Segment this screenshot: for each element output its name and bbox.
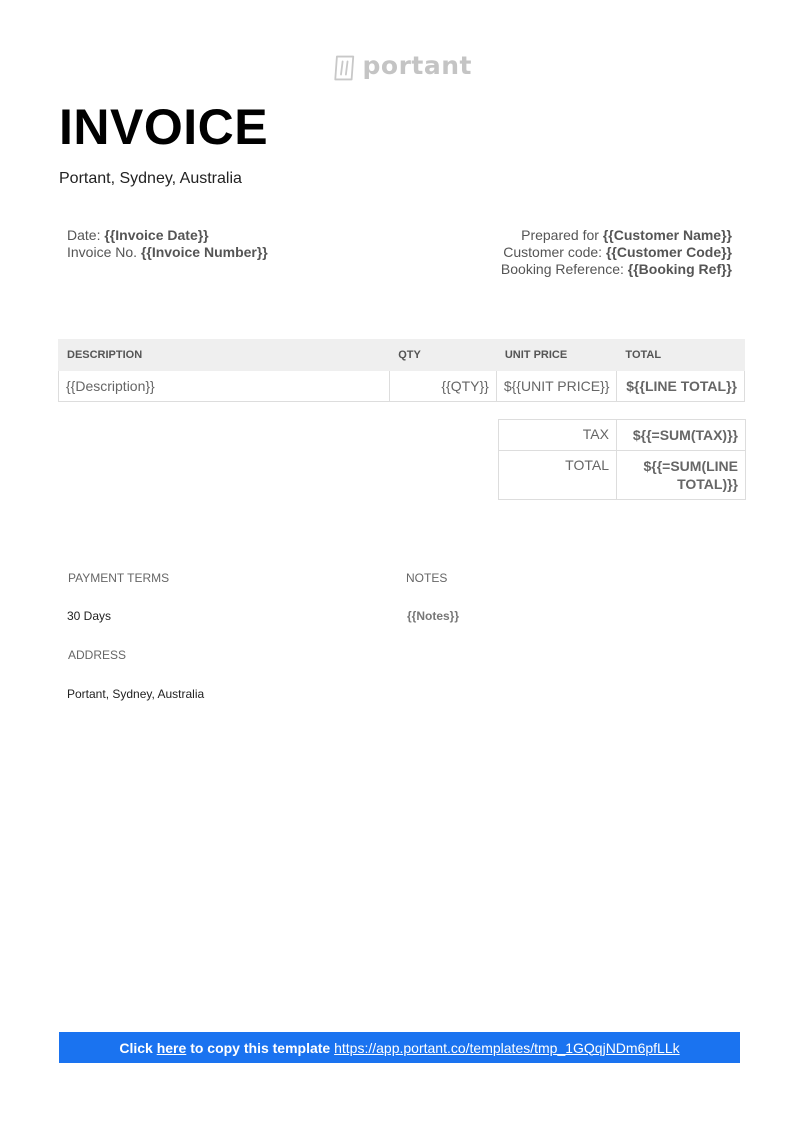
prepared-for-value: {{Customer Name}}	[602, 227, 732, 243]
customer-code-row	[501, 244, 732, 261]
invoice-number-row	[67, 244, 268, 261]
address-value: Portant, Sydney, Australia	[67, 687, 205, 701]
column-header-description: DESCRIPTION	[59, 340, 390, 371]
customer-code-value: {{Customer Code}}	[605, 244, 732, 260]
cell-qty: {{QTY}}	[390, 371, 497, 402]
column-header-unit-price: UNIT PRICE	[496, 340, 617, 371]
total-value-line1: ${{=SUM(LINE	[643, 458, 738, 474]
tax-row	[499, 420, 746, 451]
logo-text: portant	[362, 50, 472, 80]
tax-value: ${{=SUM(TAX)}}	[617, 420, 746, 451]
invoice-date-row	[67, 227, 268, 244]
column-header-qty: QTY	[390, 340, 497, 371]
banner-prefix: Click	[119, 1039, 153, 1056]
prepared-for-label: Prepared for	[521, 227, 599, 243]
total-row	[499, 451, 746, 500]
portant-logo	[332, 50, 472, 86]
table-row	[59, 371, 745, 402]
payment-terms-value: 30 Days	[67, 609, 112, 623]
portant-logo-icon	[332, 51, 357, 85]
notes-label: NOTES	[406, 571, 448, 585]
copy-template-link[interactable]: here	[156, 1039, 187, 1056]
cell-description: {{Description}}	[59, 371, 390, 402]
cell-unit-price: ${{UNIT PRICE}}	[496, 371, 617, 402]
notes-value: {{Notes}}	[407, 609, 460, 623]
prepared-for-row	[501, 227, 732, 244]
total-value	[617, 451, 746, 500]
company-location: Portant, Sydney, Australia	[59, 170, 242, 187]
totals-table	[498, 419, 746, 500]
invoice-number-value: {{Invoice Number}}	[140, 244, 268, 260]
table-header-row	[59, 340, 745, 371]
payment-terms-label: PAYMENT TERMS	[68, 571, 170, 585]
address-label: ADDRESS	[68, 648, 127, 662]
booking-reference-label: Booking Reference:	[500, 261, 624, 277]
line-items-table	[58, 339, 745, 402]
invoice-meta-right	[501, 227, 732, 278]
booking-reference-value: {{Booking Ref}}	[627, 261, 732, 277]
copy-template-banner	[59, 1032, 740, 1063]
total-value-line2: TOTAL)}}	[677, 476, 738, 492]
invoice-date-value: {{Invoice Date}}	[104, 227, 209, 243]
invoice-date-label: Date:	[67, 227, 101, 243]
column-header-total: TOTAL	[617, 340, 745, 371]
customer-code-label: Customer code:	[503, 244, 603, 260]
invoice-title: INVOICE	[59, 99, 269, 155]
template-url-link[interactable]: https://app.portant.co/templates/tmp_1GQqjNDm6pfLLk	[334, 1039, 680, 1056]
booking-reference-row	[501, 261, 732, 278]
cell-line-total: ${{LINE TOTAL}}	[617, 371, 745, 402]
invoice-number-label: Invoice No.	[67, 244, 138, 260]
tax-label: TAX	[499, 420, 617, 451]
invoice-meta-left	[67, 227, 268, 261]
banner-middle-text: to copy this template	[190, 1039, 331, 1056]
total-label: TOTAL	[499, 451, 617, 500]
